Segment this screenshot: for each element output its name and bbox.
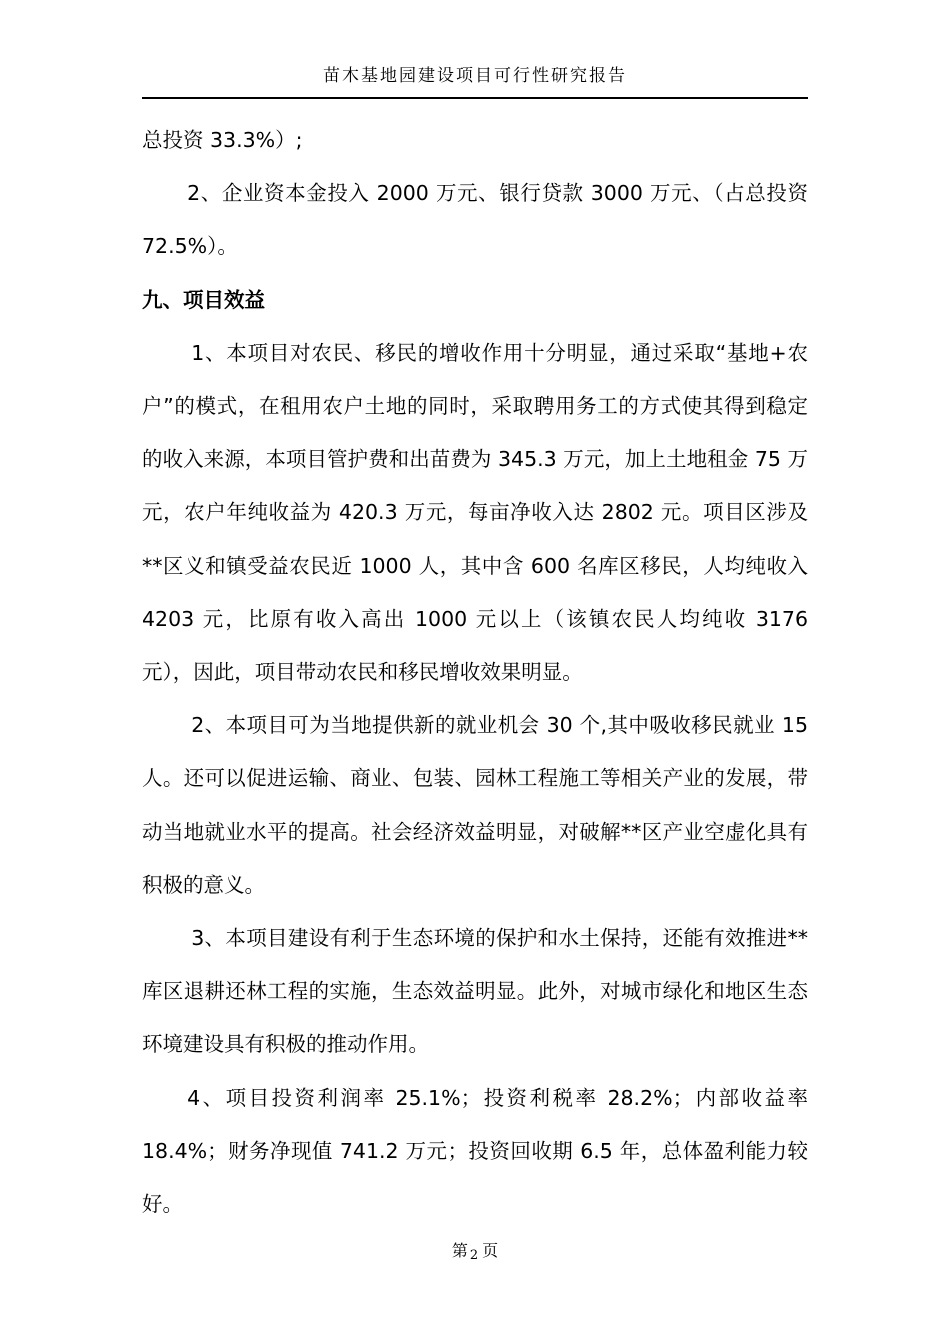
footer-suffix: 页 (482, 1241, 499, 1260)
page-header-title: 苗木基地园建设项目可行性研究报告 (323, 66, 627, 86)
page-footer (142, 1238, 808, 1266)
page-number: 2 (469, 1248, 479, 1263)
paragraph-benefit-employment: 2、本项目可为当地提供新的就业机会 30 个,其中吸收移民就业 15 人。还可以促进运输、商业、包装、园林工程施工等相关产业的发展，带动当地就业水平的提高。社会经济效益明显，对破解**区产业空虚化具有积极的意义。 (142, 713, 808, 897)
paragraph-benefit-farmers: 1、本项目对农民、移民的增收作用十分明显，通过采取“基地+农户”的模式，在租用农户土地的同时，采取聘用务工的方式使其得到稳定的收入来源，本项目管护费和出苗费为 345.3 万元，加上土地租金 75 万元，农户年纯收益为 420.3 万元，每亩净收入达 2802 元。项目区涉及**区义和镇受益农民近 1000 人，其中含 600 名库区移民，人均纯收入 4203 元，比原有收入高出 1000 元以上（该镇农民人均纯收 3176 元），因此，项目带动农民和移民增收效果明显。 (142, 340, 808, 685)
paragraph-investment-share: 总投资 33.3%）; (142, 128, 303, 152)
paragraph-benefit-ecology: 3、本项目建设有利于生态环境的保护和水土保持，还能有效推进**库区退耕还林工程的实施，生态效益明显。此外，对城市绿化和地区生态环境建设具有积极的推动作用。 (142, 926, 808, 1057)
section-heading-project-benefits: 九、项目效益 (142, 287, 265, 312)
footer-prefix: 第 (451, 1241, 468, 1260)
document-body (142, 114, 808, 1231)
paragraph-benefit-financial: 4、项目投资利润率 25.1%；投资利税率 28.2%；内部收益率 18.4%；财务净现值 741.2 万元；投资回收期 6.5 年，总体盈利能力较好。 (142, 1085, 808, 1217)
paragraph-capital-loan: 2、企业资本金投入 2000 万元、银行贷款 3000 万元、（占总投资 72.5%）。 (142, 181, 808, 259)
header-divider (142, 97, 808, 99)
